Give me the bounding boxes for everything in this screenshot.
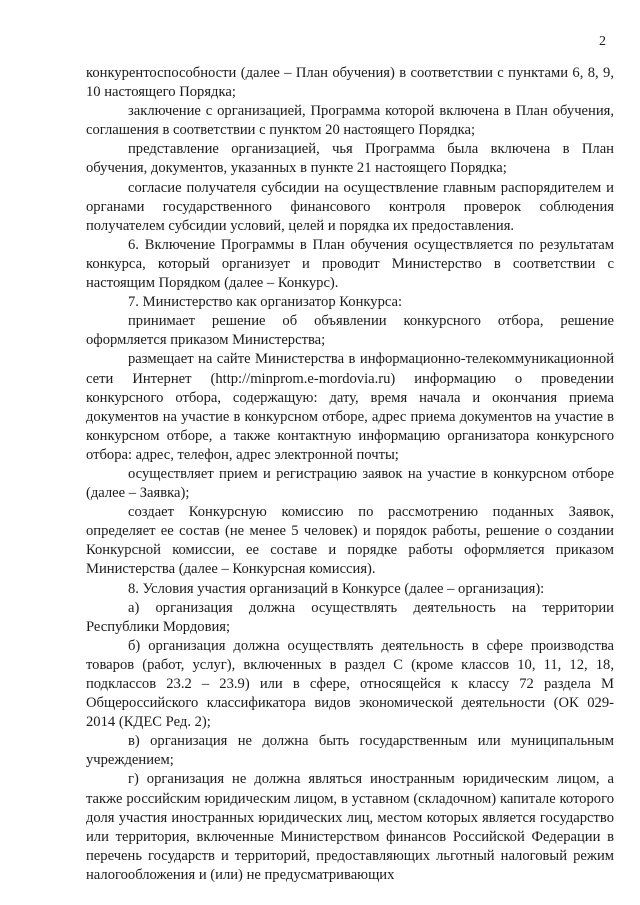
paragraph: в) организация не должна быть государственным или муниципальным учреждением; <box>86 733 614 769</box>
paragraph: согласие получателя субсидии на осуществление главным распорядителем и органами государственного финансового контроля проверок соблюдения получателем субсидии условий, целей и порядка их предоставления. <box>86 179 614 234</box>
document-body <box>86 64 614 885</box>
paragraph: принимает решение об объявлении конкурсного отбора, решение оформляется приказом Министерства; <box>86 313 614 349</box>
paragraph: размещает на сайте Министерства в информационно-телекоммуникационной сети Интернет (http://minprom.e-mordovia.ru) информацию о проведении конкурсного отбора, содержащую: дату, время начала и окончания приема документов на участие в конкурсном отборе, адрес приема документов на участие в конкурсном отборе, а также контактную информацию организатора конкурсного отбора: адрес, телефон, адрес электронной почты; <box>86 351 614 463</box>
page-number: 2 <box>599 34 606 49</box>
paragraph: б) организация должна осуществлять деятельность в сфере производства товаров (работ, услуг), включенных в раздел С (кроме классов 10, 11, 12, 18, подклассов 23.2 – 23.9) или в сфере, относящейся к классу 72 раздела М Общероссийского классификатора видов экономической деятельности (ОК 029-2014 (КДЕС Ред. 2); <box>86 637 614 731</box>
paragraph: создает Конкурсную комиссию по рассмотрению поданных Заявок, определяет ее состав (не менее 5 человек) и порядок работы, решение о создании Конкурсной комиссии, ее составе и порядке работы оформляется приказом Министерства (далее – Конкурсная комиссия). <box>86 504 614 578</box>
paragraph: 7. Министерство как организатор Конкурса: <box>128 294 403 311</box>
paragraph: 6. Включение Программы в План обучения осуществляется по результатам конкурса, который организует и проводит Министерство в соответствии с настоящим Порядком (далее – Конкурс). <box>86 236 614 292</box>
paragraph: заключение с организацией, Программа которой включена в План обучения, соглашения в соответствии с пунктом 20 настоящего Порядка; <box>86 103 614 139</box>
paragraph: 8. Условия участия организаций в Конкурсе (далее – организация): <box>128 580 545 597</box>
paragraph: г) организация не должна являться иностранным юридическим лицом, а также российским юридическим лицом, в уставном (складочном) капитале которого доля участия иностранных юридических лиц, местом которых является государство или территория, включенные Министерством финансов Российской Федерации в перечень государств и территорий, предоставляющих льготный налоговый режим налогообложения и (или) не предусматривающих <box>86 771 614 883</box>
paragraph: представление организацией, чья Программа была включена в План обучения, документов, указанных в пункте 21 настоящего Порядка; <box>86 141 614 177</box>
paragraph: конкурентоспособности (далее – План обучения) в соответствии с пунктами 6, 8, 9, 10 настоящего Порядка; <box>86 65 614 101</box>
paragraph: а) организация должна осуществлять деятельность на территории Республики Мордовия; <box>86 599 614 635</box>
paragraph: осуществляет прием и регистрацию заявок на участие в конкурсном отборе (далее – Заявка); <box>86 465 614 502</box>
